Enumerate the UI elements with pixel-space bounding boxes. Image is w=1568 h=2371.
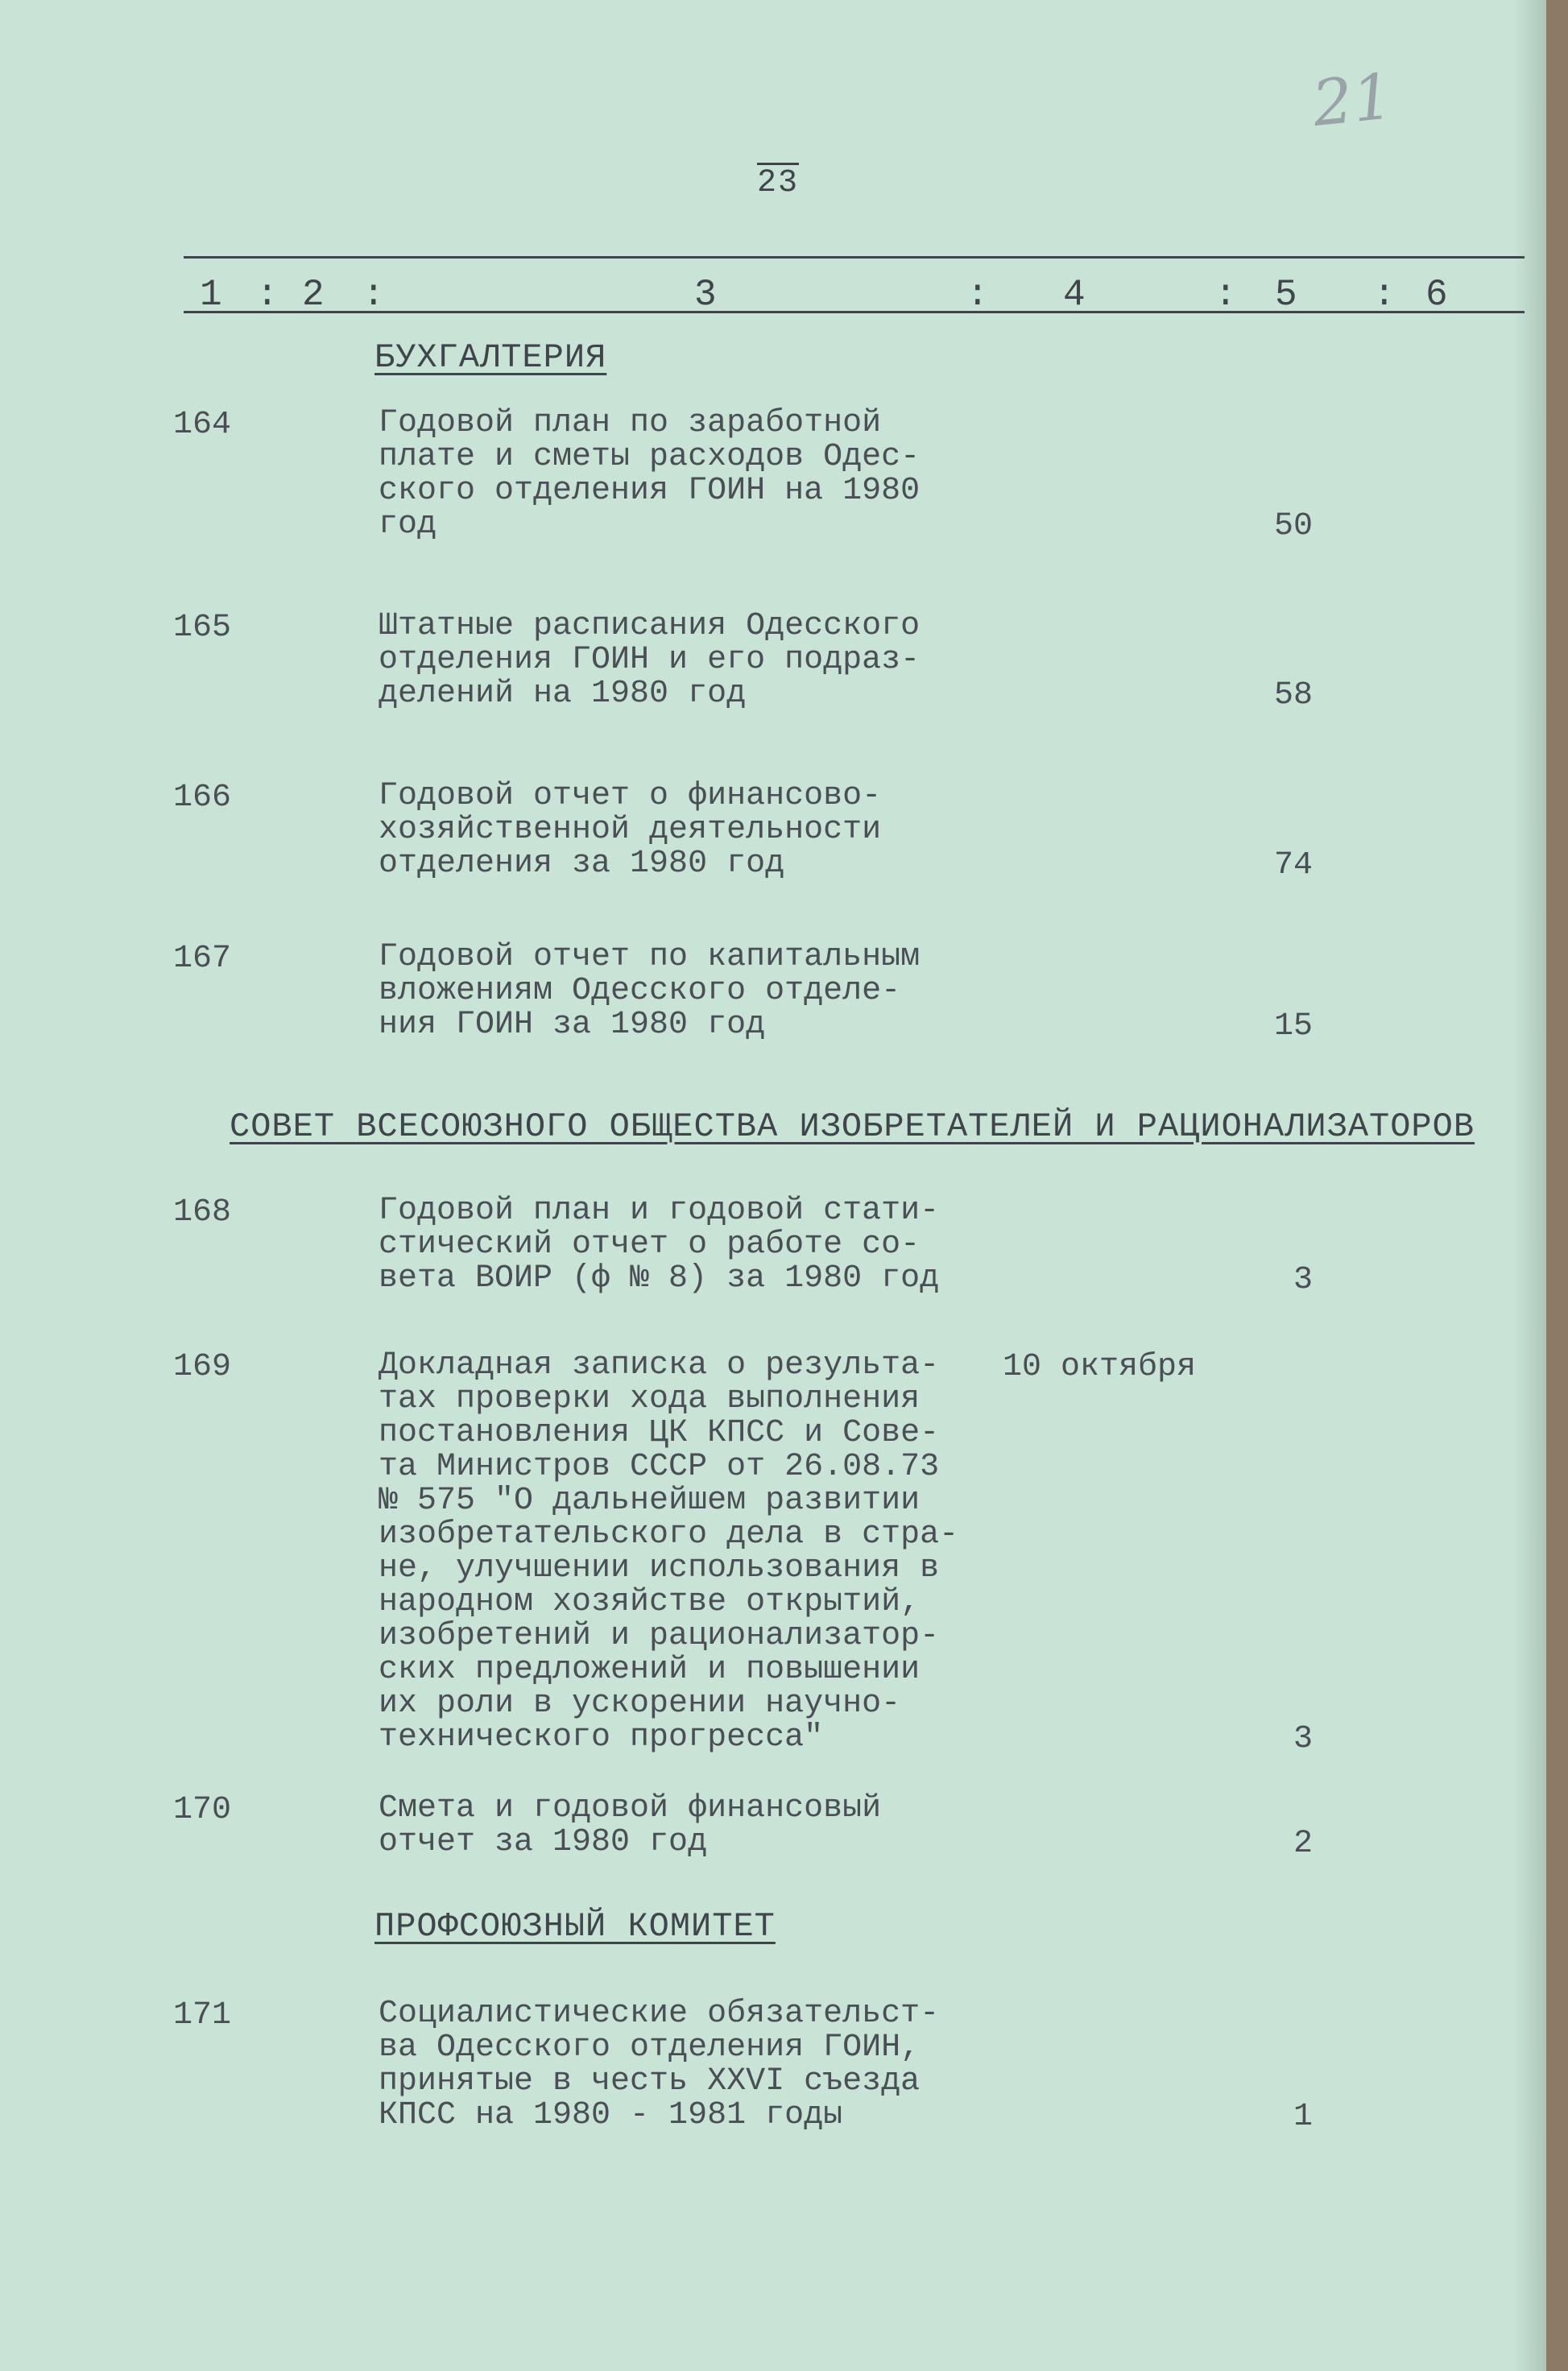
column-header-sep: : (1214, 274, 1237, 316)
entry-title: Годовой план по заработной плате и сметы расходов Одес- ского отделения ГОИН на 1980 год (379, 405, 921, 543)
handwritten-page-number: 21 (1309, 60, 1396, 141)
entry-number: 167 (173, 941, 232, 977)
column-header-sep: : (362, 274, 385, 316)
column-header-sep: : (1373, 274, 1396, 316)
entry-number: 164 (173, 407, 232, 443)
entry-title: Смета и годовой финансовый отчет за 1980 год (379, 1790, 882, 1860)
entry-title: Социалистические обязательст- ва Одесского отделения ГОИН, принятые в честь XXVI съезда КПСС на 1980 - 1981 годы (379, 1996, 940, 2133)
table-rule-bottom (184, 311, 1525, 313)
entry-number: 169 (173, 1349, 232, 1385)
column-header-2: 2 (302, 274, 325, 316)
entry-number: 168 (173, 1194, 232, 1231)
entry-sheet-count: 58 (1273, 677, 1313, 714)
column-header-sep: : (256, 274, 279, 316)
section-heading-trade-union: ПРОФСОЮЗНЫЙ КОМИТЕТ (374, 1907, 776, 1946)
section-heading-voir-council: СОВЕТ ВСЕСОЮЗНОГО ОБЩЕСТВА ИЗОБРЕТАТЕЛЕЙ И РАЦИОНАЛИЗАТОРОВ (230, 1107, 1475, 1146)
section-heading-accounting: БУХГАЛТЕРИЯ (374, 338, 607, 377)
column-header-4: 4 (1063, 274, 1086, 316)
entry-number: 166 (173, 780, 232, 816)
column-header-6: 6 (1425, 274, 1448, 316)
entry-number: 170 (173, 1792, 232, 1828)
entry-title: Годовой отчет о финансово- хозяйственной деятельности отделения за 1980 год (379, 778, 882, 882)
entry-number: 165 (173, 610, 232, 646)
entry-title: Годовой план и годовой стати- стический отчет о работе со- вета ВОИР (ф № 8) за 1980 год (379, 1193, 940, 1297)
column-header-5: 5 (1275, 274, 1297, 316)
entry-sheet-count: 3 (1293, 1262, 1313, 1298)
entry-sheet-count: 2 (1293, 1826, 1313, 1862)
entry-title: Докладная записка о результа- тах проверки хода выполнения постановления ЦК КПСС и Сове- та Министров СССР от 26.08.73 № 575 "О дальнейшем развитии изобретательского дела в стра- не, улучшении использования в народном хозяйстве открытий, изобретений и рационализатор- ских предложений и повышении их роли в ускорении научно- технического прогресса" (379, 1347, 959, 1756)
table-rule-top (184, 256, 1525, 259)
entry-title: Годовой отчет по капитальным вложениям Одесского отделе- ния ГОИН за 1980 год (379, 939, 921, 1043)
column-header-sep: : (966, 274, 989, 316)
entry-date: 10 октября (1003, 1349, 1197, 1385)
column-header-1: 1 (200, 274, 222, 316)
entry-title: Штатные расписания Одесского отделения ГОИН и его подраз- делений на 1980 год (379, 608, 921, 712)
entry-sheet-count: 1 (1293, 2099, 1313, 2135)
entry-sheet-count: 50 (1273, 508, 1313, 544)
entry-sheet-count: 74 (1273, 847, 1313, 883)
column-header-3: 3 (694, 274, 717, 316)
page-number: 23 (757, 165, 800, 201)
entry-sheet-count: 3 (1293, 1721, 1313, 1757)
entry-number: 171 (173, 1997, 232, 2034)
entry-sheet-count: 15 (1273, 1008, 1313, 1045)
